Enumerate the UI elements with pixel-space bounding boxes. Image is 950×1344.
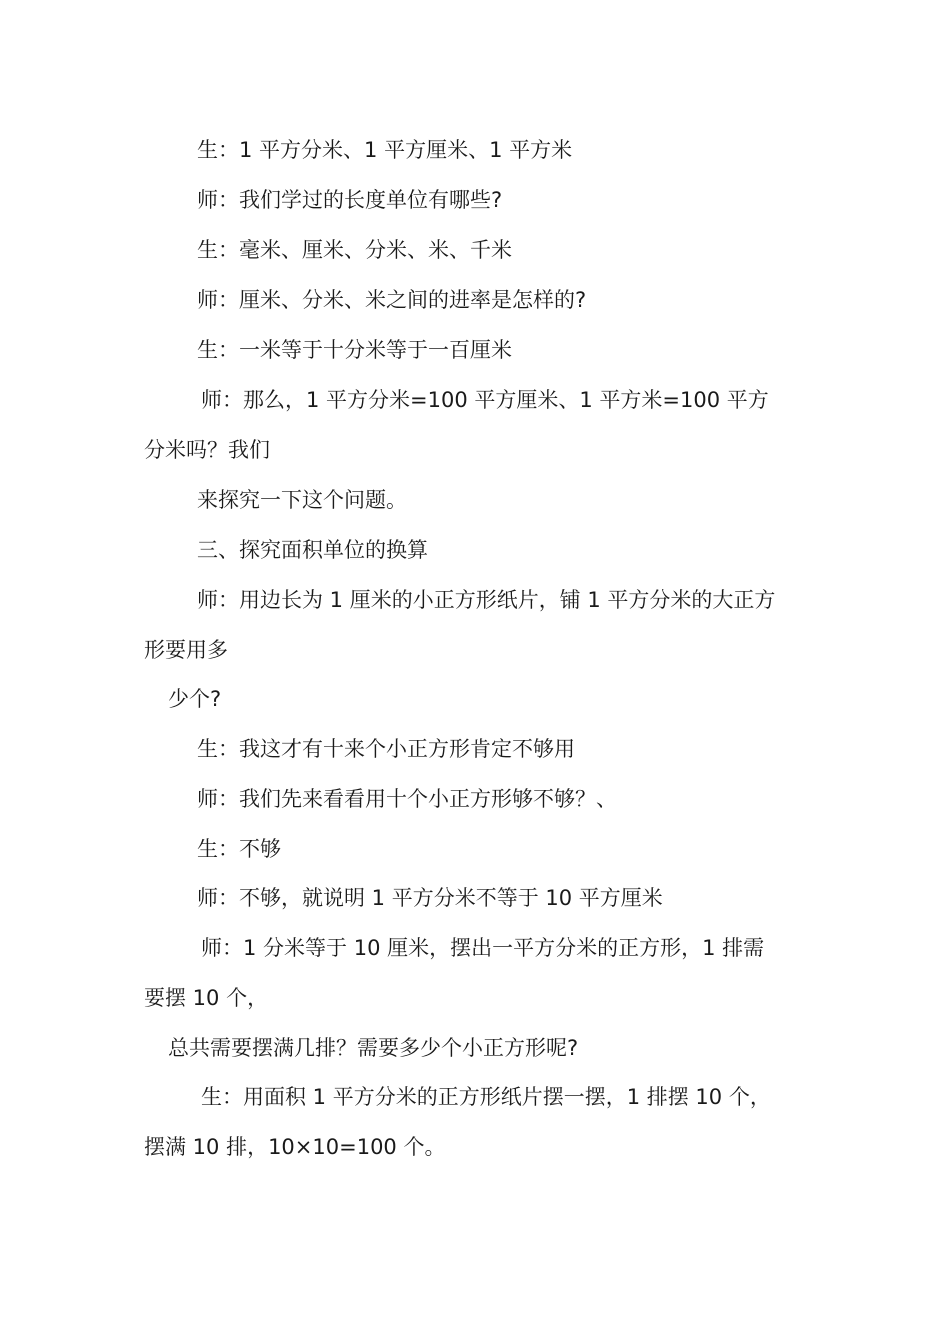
text-line: 生：不够 bbox=[197, 837, 281, 861]
text-line: 师：我们学过的长度单位有哪些? bbox=[197, 188, 503, 212]
text-line: 生：1 平方分米、1 平方厘米、1 平方米 bbox=[197, 138, 573, 162]
text-line: 师：1 分米等于 10 厘米，摆出一平方分米的正方形，1 排需 bbox=[201, 936, 765, 960]
text-line: 生：用面积 1 平方分米的正方形纸片摆一摆，1 排摆 10 个， bbox=[201, 1085, 771, 1109]
text-line: 师：我们先来看看用十个小正方形够不够？、 bbox=[197, 787, 617, 811]
text-line: 师：不够，就说明 1 平方分米不等于 10 平方厘米 bbox=[197, 886, 663, 910]
text-line: 要摆 10 个， bbox=[144, 986, 269, 1010]
text-line: 少个? bbox=[168, 687, 222, 711]
text-line: 生：我这才有十来个小正方形肯定不够用 bbox=[197, 737, 575, 761]
text-line: 师：厘米、分米、米之间的进率是怎样的? bbox=[197, 288, 587, 312]
section-heading: 三、探究面积单位的换算 bbox=[197, 538, 428, 562]
text-line: 师：那么，1 平方分米=100 平方厘米、1 平方米=100 平方 bbox=[201, 388, 769, 412]
text-line: 分米吗？我们 bbox=[144, 438, 270, 462]
text-line: 师：用边长为 1 厘米的小正方形纸片，铺 1 平方分米的大正方 bbox=[197, 588, 776, 612]
text-line: 生：毫米、厘米、分米、米、千米 bbox=[197, 238, 512, 262]
text-line: 形要用多 bbox=[144, 638, 228, 662]
text-line: 总共需要摆满几排？需要多少个小正方形呢? bbox=[168, 1036, 579, 1060]
text-line: 来探究一下这个问题。 bbox=[197, 488, 407, 512]
text-line: 生：一米等于十分米等于一百厘米 bbox=[197, 338, 512, 362]
text-line: 摆满 10 排，10×10=100 个。 bbox=[144, 1135, 446, 1159]
